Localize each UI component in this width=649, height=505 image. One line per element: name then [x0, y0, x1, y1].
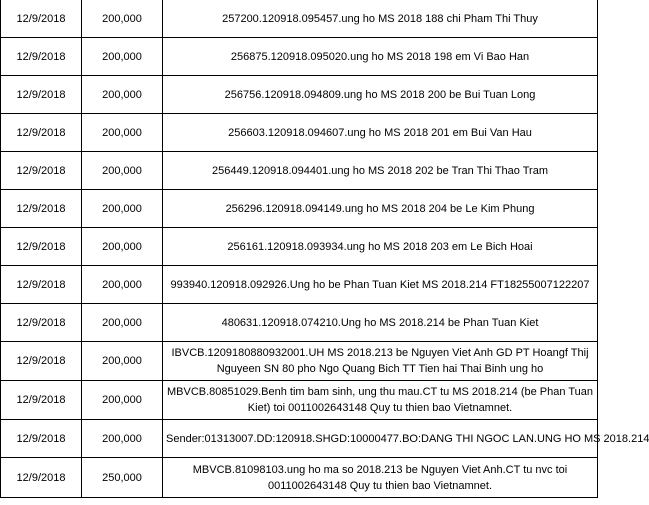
amount-cell: 200,000: [82, 38, 163, 76]
description-cell: 257200.120918.095457.ung ho MS 2018 188 chi Pham Thi Thuy: [163, 0, 598, 38]
amount-cell: 200,000: [82, 76, 163, 114]
date-cell: 12/9/2018: [1, 458, 82, 498]
amount-cell: 200,000: [82, 114, 163, 152]
description-cell: 256161.120918.093934.ung ho MS 2018 203 em Le Bich Hoai: [163, 228, 598, 266]
date-cell: 12/9/2018: [1, 76, 82, 114]
table-row: [1, 304, 598, 342]
amount-cell: 200,000: [82, 381, 163, 420]
description-cell: MBVCB.80851029.Benh tim bam sinh, ung thu mau.CT tu MS 2018.214 (be Phan Tuan Kiet) toi 0011002643148 Quy tu thien bao Vietnamnet.: [163, 381, 598, 420]
date-cell: 12/9/2018: [1, 381, 82, 420]
description-cell: 256296.120918.094149.ung ho MS 2018 204 be Le Kim Phung: [163, 190, 598, 228]
amount-cell: 200,000: [82, 342, 163, 381]
date-cell: 12/9/2018: [1, 266, 82, 304]
date-cell: 12/9/2018: [1, 304, 82, 342]
table-row: [1, 381, 598, 420]
amount-cell: 200,000: [82, 0, 163, 38]
date-cell: 12/9/2018: [1, 342, 82, 381]
table-row: [1, 458, 598, 498]
amount-cell: 200,000: [82, 266, 163, 304]
description-cell: IBVCB.1209180880932001.UH MS 2018.213 be Nguyen Viet Anh GD PT Hoangf Thij Nguyeen SN 80 pho Ngo Quang Bich TT Tien hai Thai Binh ung ho: [163, 342, 598, 381]
date-cell: 12/9/2018: [1, 190, 82, 228]
table-row: [1, 152, 598, 190]
table-row: [1, 38, 598, 76]
amount-cell: 200,000: [82, 228, 163, 266]
table-row: [1, 342, 598, 381]
amount-cell: 250,000: [82, 458, 163, 498]
table-row: [1, 76, 598, 114]
date-cell: 12/9/2018: [1, 38, 82, 76]
description-cell: 256449.120918.094401.ung ho MS 2018 202 be Tran Thi Thao Tram: [163, 152, 598, 190]
description-cell: 993940.120918.092926.Ung ho be Phan Tuan Kiet MS 2018.214 FT18255007122207: [163, 266, 598, 304]
amount-cell: 200,000: [82, 420, 163, 458]
description-cell: 480631.120918.074210.Ung ho MS 2018.214 be Phan Tuan Kiet: [163, 304, 598, 342]
date-cell: 12/9/2018: [1, 114, 82, 152]
description-cell: 256603.120918.094607.ung ho MS 2018 201 em Bui Van Hau: [163, 114, 598, 152]
table-row: [1, 266, 598, 304]
description-cell: 256756.120918.094809.ung ho MS 2018 200 be Bui Tuan Long: [163, 76, 598, 114]
description-cell: Sender:01313007.DD:120918.SHGD:10000477.BO:DANG THI NGOC LAN.UNG HO MS 2018.214: [163, 420, 598, 458]
description-cell: 256875.120918.095020.ung ho MS 2018 198 em Vi Bao Han: [163, 38, 598, 76]
table-row: [1, 190, 598, 228]
date-cell: 12/9/2018: [1, 152, 82, 190]
amount-cell: 200,000: [82, 152, 163, 190]
date-cell: 12/9/2018: [1, 228, 82, 266]
table-row: [1, 0, 598, 38]
table-row: [1, 114, 598, 152]
date-cell: 12/9/2018: [1, 420, 82, 458]
table-row: [1, 228, 598, 266]
amount-cell: 200,000: [82, 304, 163, 342]
table-row: [1, 420, 598, 458]
date-cell: 12/9/2018: [1, 0, 82, 38]
amount-cell: 200,000: [82, 190, 163, 228]
description-cell: MBVCB.81098103.ung ho ma so 2018.213 be Nguyen Viet Anh.CT tu nvc toi 0011002643148 Quy tu thien bao Vietnamnet.: [163, 458, 598, 498]
